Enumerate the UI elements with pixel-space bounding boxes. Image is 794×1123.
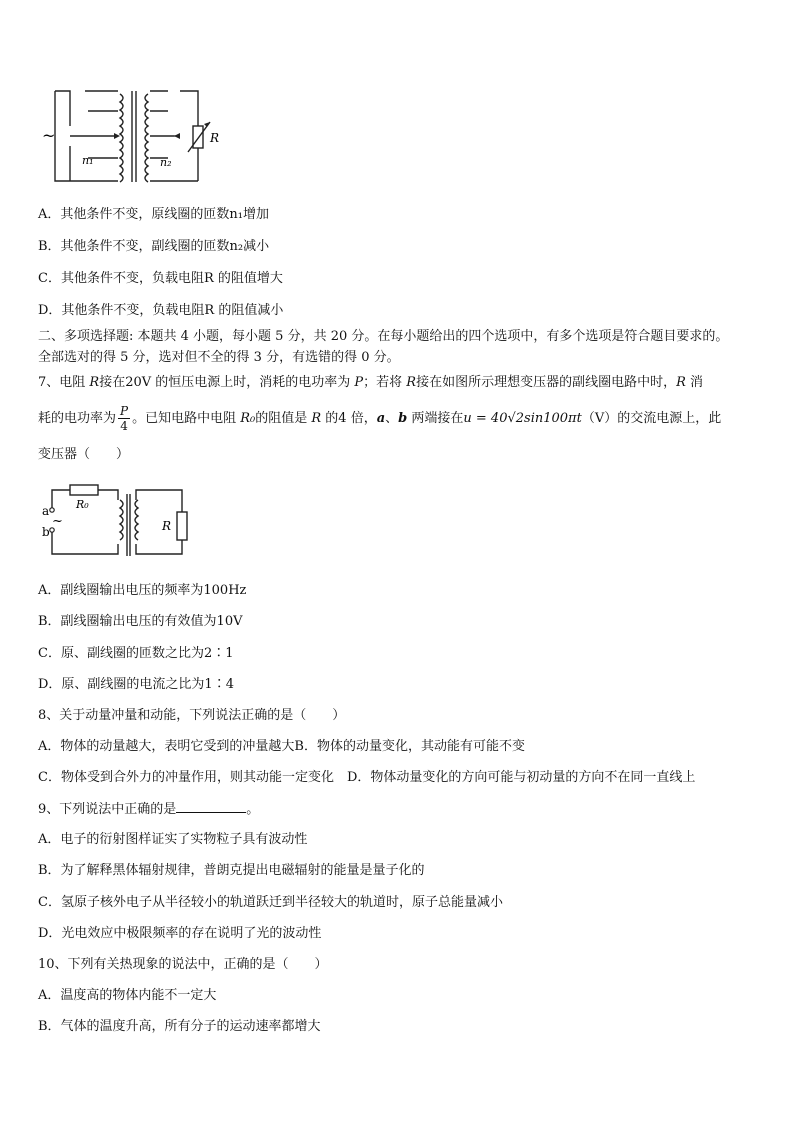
q7-var-r0: R₀ (240, 411, 256, 426)
q7-var-p: P (354, 375, 364, 390)
q7-text: 的阻值是 (255, 411, 312, 426)
q7-option-c: C．原、副线圈的匝数之比为2∶1 (38, 646, 234, 661)
q9-option-a: A．电子的衍射图样证实了实物粒子具有波动性 (38, 832, 308, 847)
q7-a-label: a (42, 504, 50, 518)
q7-var-a: a (376, 411, 386, 426)
q7-text: 的4 倍， (321, 411, 377, 426)
q7-option-d: D．原、副线圈的电流之比为1∶4 (38, 677, 234, 692)
q9-stem (38, 800, 259, 819)
q6-option-a: A．其他条件不变，原线圈的匝数n₁增加 (38, 207, 269, 222)
q6-n2-label: n₂ (160, 156, 172, 169)
q7-frac-den: 4 (120, 419, 128, 433)
q7-option-b: B．副线圈输出电压的有效值为10V (38, 614, 243, 629)
q8-options-ab: A．物体的动量越大，表明它受到的冲量越大B．物体的动量变化，其动能有可能不变 (38, 739, 525, 754)
q9-answer-blank[interactable] (176, 800, 246, 813)
q9-option-d: D．光电效应中极限频率的存在说明了光的波动性 (38, 926, 322, 941)
q7-text: 耗的电功率为 (38, 411, 117, 426)
q10-option-a: A．温度高的物体内能不一定大 (38, 988, 217, 1003)
q6-transformer-figure (40, 86, 230, 186)
q9-option-b: B．为了解释黑体辐射规律，普朗克提出电磁辐射的能量是量子化的 (38, 863, 425, 878)
q8-options-cd: C．物体受到合外力的冲量作用，则其动能一定变化 D．物体动量变化的方向可能与初动量的方向不在同一直线上 (38, 770, 696, 785)
q6-option-d: D．其他条件不变，负载电阻R 的阻值减小 (38, 303, 284, 318)
q7-option-a: A．副线圈输出电压的频率为100Hz (38, 583, 247, 598)
q7-stem-line2 (38, 402, 721, 436)
q7-fraction (118, 404, 130, 433)
q7-text: 、 (385, 411, 399, 426)
q7-text: 消 (685, 375, 704, 390)
q7-text: （V）的交流电源上，此 (581, 411, 722, 426)
q7-text: ；若将 (363, 375, 407, 390)
q7-stem-line1 (38, 374, 703, 392)
q6-option-c: C．其他条件不变，负载电阻R 的阻值增大 (38, 271, 283, 286)
section2-instructions-line2: 全部选对的得 5 分，选对但不全的得 3 分，有选错的得 0 分。 (38, 350, 400, 365)
q9-stem-text: 9、下列说法中正确的是 (38, 802, 177, 817)
q7-text: 接在如图所示理想变压器的副线圈电路中时， (416, 375, 677, 390)
q6-r-label: R (210, 131, 220, 145)
q8-stem: 8、关于动量冲量和动能，下列说法正确的是（ ） (38, 708, 346, 723)
q7-var-r: R (89, 375, 100, 390)
q7-r-label: R (162, 519, 172, 533)
q10-option-b: B．气体的温度升高，所有分子的运动速率都增大 (38, 1019, 321, 1034)
q7-var-r: R (676, 375, 686, 390)
q7-var-r: R (406, 375, 417, 390)
q7-b-label: b (42, 525, 50, 539)
q7-text: 接在20V 的恒压电源上时，消耗的电功率为 (99, 375, 355, 390)
q10-stem: 10、下列有关热现象的说法中，正确的是（ ） (38, 957, 328, 972)
q7-formula: u = 40√2sin100πt (463, 411, 582, 426)
q9-option-c: C．氢原子核外电子从半径较小的轨道跃迁到半径较大的轨道时，原子总能量减小 (38, 895, 503, 910)
q7-tilde-label: ~ (52, 514, 63, 529)
q7-var-b: b (398, 411, 408, 426)
section2-instructions-line1: 二、多项选择题: 本题共 4 小题，每小题 5 分，共 20 分。在每小题给出的四个选项中，有多个选项是符合题目要求的。 (38, 329, 729, 344)
q7-text: 。已知电路中电阻 (132, 411, 241, 426)
q7-r0-label: R₀ (76, 498, 89, 511)
q9-stem-end: 。 (246, 802, 260, 817)
q7-var-r: R (311, 411, 322, 426)
q7-text: 两端接在 (407, 411, 464, 426)
q7-stem-line3: 变压器（ ） (38, 447, 130, 462)
q6-n1-label: n₁ (82, 154, 94, 167)
q6-option-b: B．其他条件不变，副线圈的匝数n₂减小 (38, 239, 270, 254)
q7-text: 7、电阻 (38, 375, 90, 390)
q7-frac-num: P (120, 404, 129, 418)
q6-source-label: ~ (42, 126, 56, 145)
q7-transformer-figure (40, 482, 190, 562)
